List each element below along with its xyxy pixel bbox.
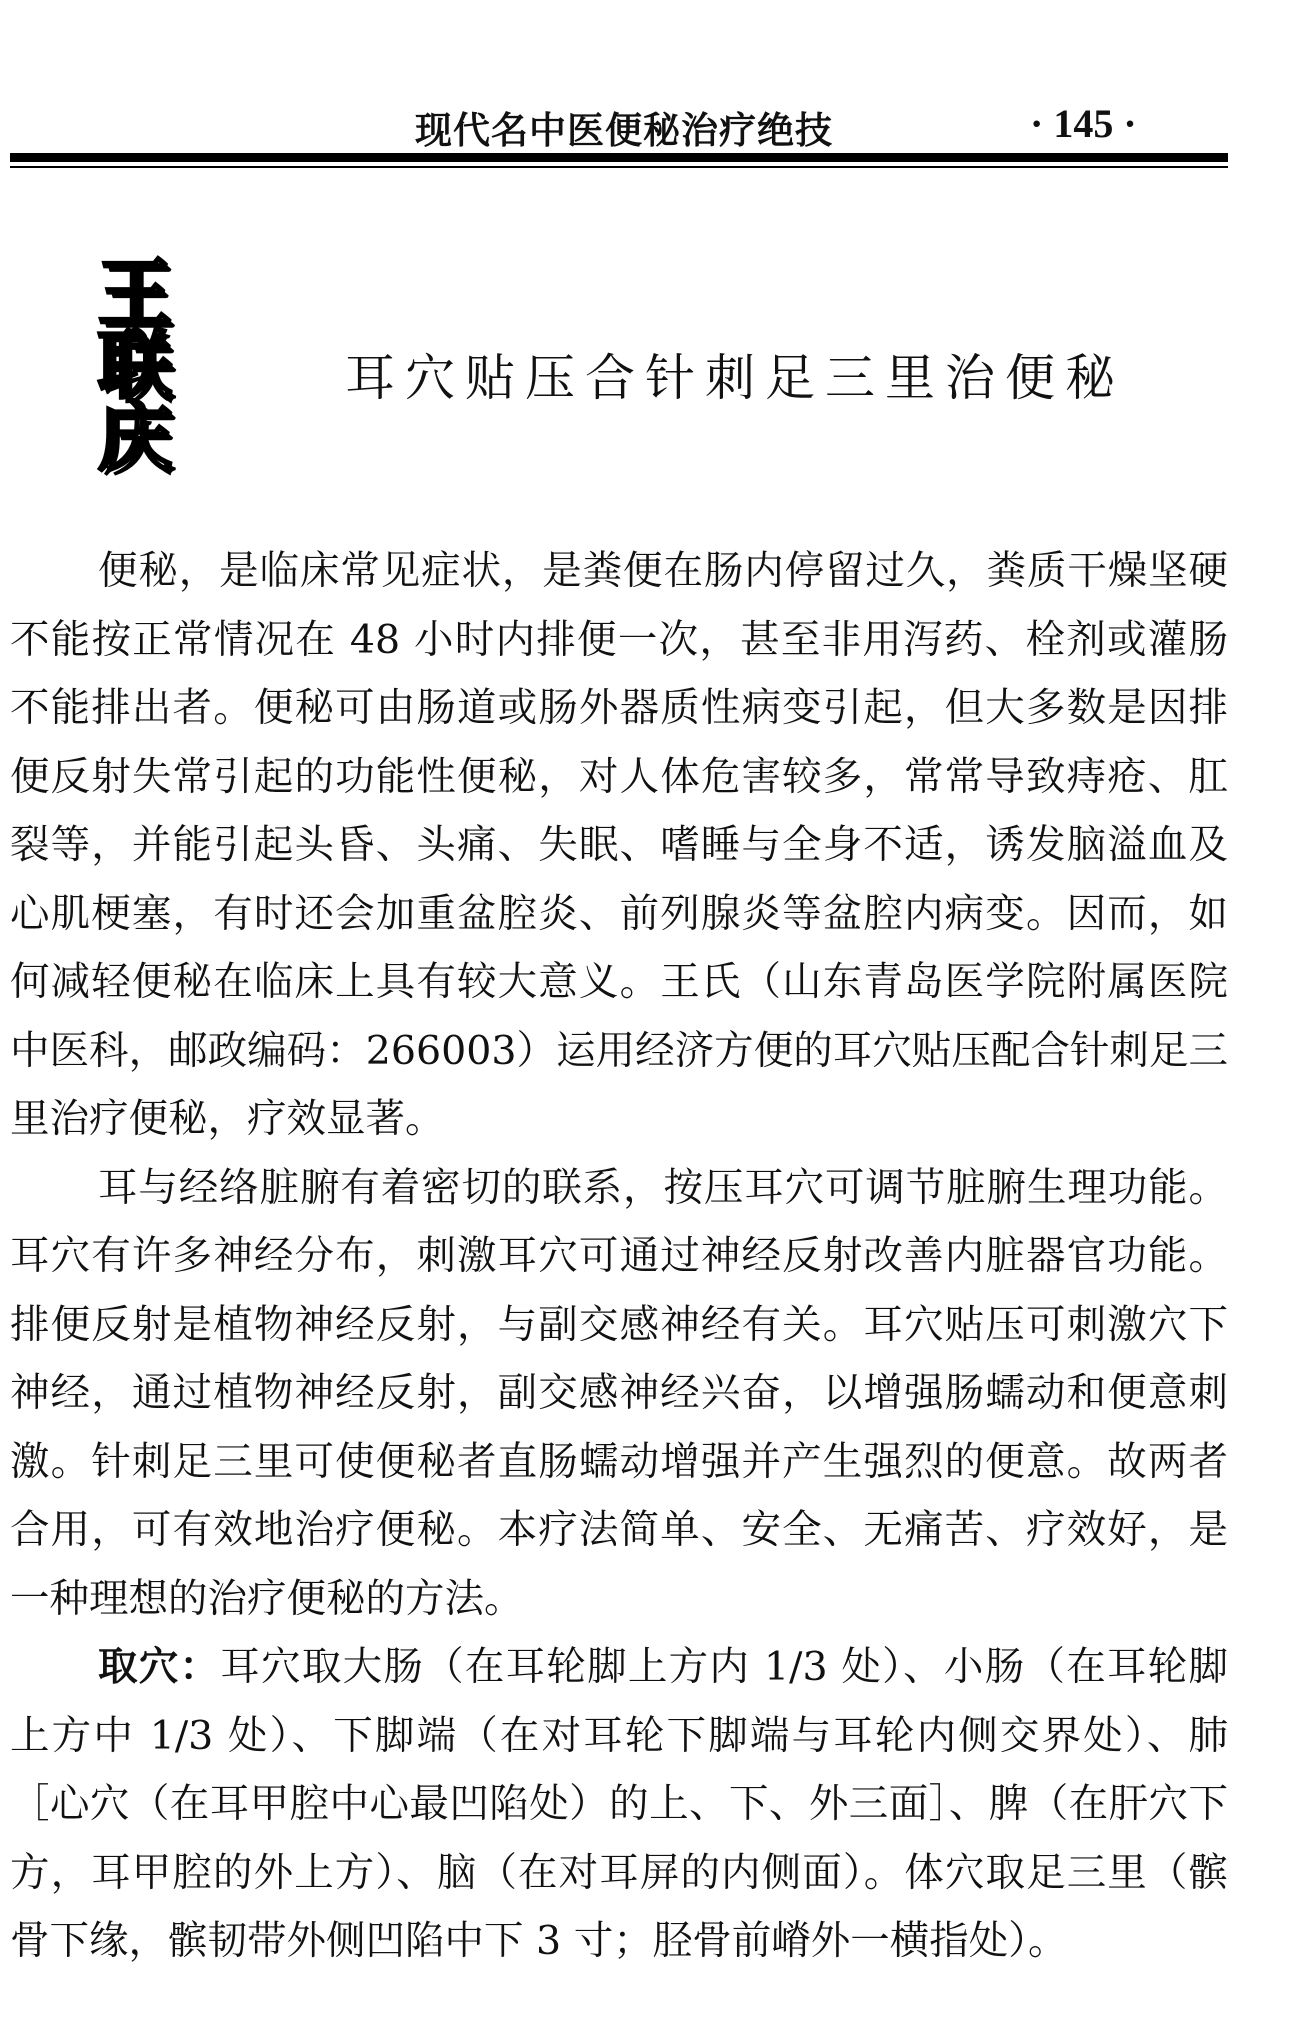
author-char: 联	[98, 323, 172, 409]
header-rule-thick	[10, 153, 1228, 162]
paragraph-text: 便秘，是临床常见症状，是粪便在肠内停留过久，粪质干燥坚硬不能按正常情况在 48 小时内排便一次，甚至非用泻药、栓剂或灌肠不能排出者。便秘可由肠道或肠外器质性病变引起，但大多数是因排便反射失常引起的功能性便秘，对人体危害较多，常常导致痔疮、肛裂等，并能引起头昏、头痛、失眠、嗜睡与全身不适，诱发脑溢血及心肌梗塞，有时还会加重盆腔炎、前列腺炎等盆腔内病变。因而，如何减轻便秘在临床上具有较大意义。王氏（山东青岛医学院附属医院中医科，邮政编码：266003）运用经济方便的耳穴贴压配合针刺足三里治疗便秘，疗效显著。	[10, 548, 1228, 1142]
article-body	[10, 537, 1228, 1976]
running-header	[10, 100, 1228, 152]
author-char: 王	[98, 251, 172, 337]
paragraph	[10, 1633, 1228, 1976]
author-char: 庆	[98, 395, 172, 481]
page-number: · 145 ·	[1030, 101, 1137, 146]
paragraph-text: 耳与经络脏腑有着密切的联系，按压耳穴可调节脏腑生理功能。耳穴有许多神经分布，刺激耳穴可通过神经反射改善内脏器官功能。排便反射是植物神经反射，与副交感神经有关。耳穴贴压可刺激穴下神经，通过植物神经反射，副交感神经兴奋，以增强肠蠕动和便意刺激。针刺足三里可使便秘者直肠蠕动增强并产生强烈的便意。故两者合用，可有效地治疗便秘。本疗法简单、安全、无痛苦、疗效好，是一种理想的治疗便秘的方法。	[10, 1164, 1228, 1622]
article-title: 耳穴贴压合针刺足三里治便秘	[345, 349, 1125, 407]
header-rule-thin	[10, 166, 1228, 168]
paragraph-lead: 取穴：	[98, 1644, 221, 1690]
paragraph	[10, 537, 1228, 1154]
author-name	[98, 251, 228, 481]
book-title: 现代名中医便秘治疗绝技	[415, 108, 833, 152]
paragraph	[10, 1154, 1228, 1634]
paragraph-text: 耳穴取大肠（在耳轮脚上方内 1/3 处）、小肠（在耳轮脚上方中 1/3 处）、下脚端（在对耳轮下脚端与耳轮内侧交界处）、肺［心穴（在耳甲腔中心最凹陷处）的上、下、外三面］、脾（在肝穴下方，耳甲腔的外上方）、脑（在对耳屏的内侧面）。体穴取足三里（髌骨下缘，髌韧带外侧凹陷中下 3 寸；胫骨前嵴外一横指处）。	[10, 1644, 1229, 1964]
